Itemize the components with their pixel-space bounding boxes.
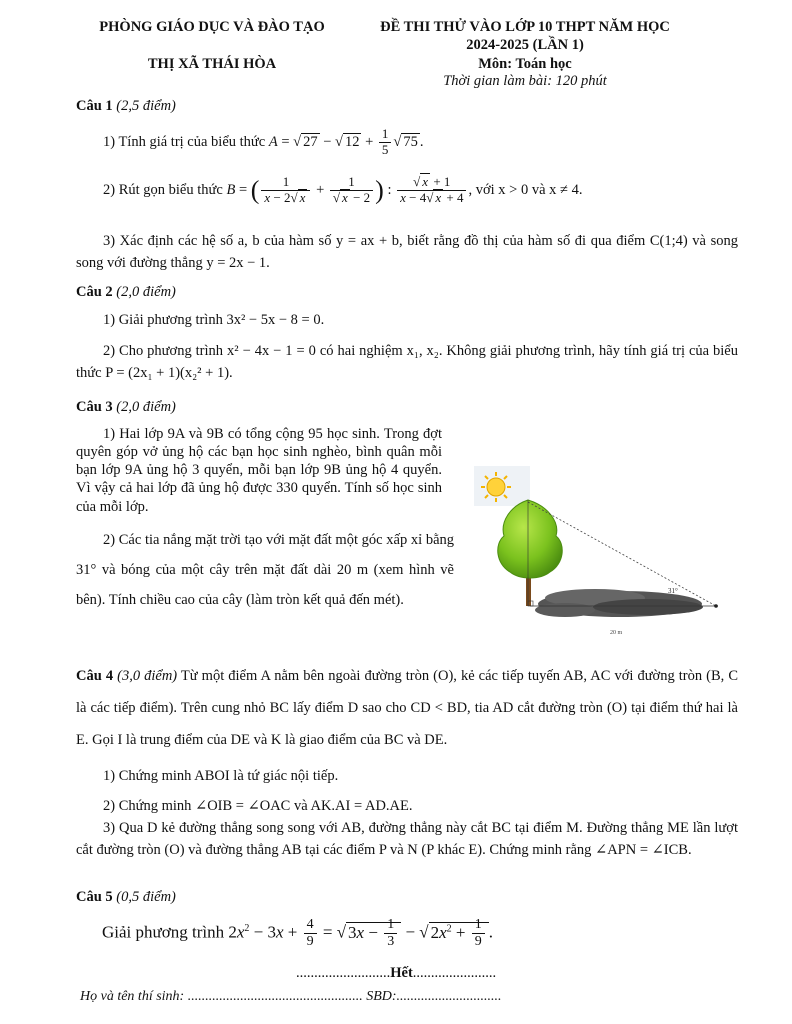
department-name: PHÒNG GIÁO DỤC VÀ ĐÀO TẠO xyxy=(99,19,325,35)
sbd-label: SBD: xyxy=(366,989,397,1004)
angle-label: 31° xyxy=(668,587,678,595)
question-1-heading: Câu 1 (2,5 điểm) xyxy=(76,98,176,114)
question-3-part-1: 1) Hai lớp 9A và 9B có tổng cộng 95 học sinh. Trong đợt quyên góp vở ủng hộ các bạn học sinh nghèo, bình quân mỗi bạn lớp 9A ủng hộ 3 quyển, mỗi bạn lớp 9B ủng hộ 4 quyển. Vì vậy cả hai lớp đã ủng hộ được 330 quyển. Tính số học sinh của mỗi lớp. xyxy=(76,426,442,515)
question-3-part-2: 2) Các tia nắng mặt trời tạo với mặt đất một góc xấp xỉ bằng 31° và bóng của một cây trên mặt đất dài 20 m (xem hình vẽ bên). Tính chiều cao của cây (làm tròn kết quả đến mét). xyxy=(76,532,454,609)
district-name: THỊ XÃ THÁI HÒA xyxy=(147,56,277,72)
question-4-intro: Câu 4 (3,0 điểm) Từ một điểm A nằm bên ngoài đường tròn (O), kẻ các tiếp tuyến AB, AC với đường tròn (B, C là các tiếp điểm). Trên cung nhỏ BC lấy điểm D sao cho CD < BD, tia AD cắt đường tròn (O) tại điểm thứ hai là E. Gọi I là trung điểm của DE và K là giao điểm của BC và DE. xyxy=(76,668,738,749)
question-5-equation: Giải phương trình $2x^2 - 3x$ + $\frac{4}{9}$ = √ 3x − $\frac{1}{3}$ − √ $2x^2$ + $\frac{1}{9}$ . xyxy=(102,917,493,950)
question-2-heading: Câu 2 (2,0 điểm) xyxy=(76,284,176,300)
exam-title: ĐỀ THI THỬ VÀO LỚP 10 THPT NĂM HỌC xyxy=(380,19,670,35)
candidate-name-label: Họ và tên thí sinh: xyxy=(80,989,185,1004)
exam-subject: Môn: Toán học xyxy=(478,56,572,72)
question-1-part-3: 3) Xác định các hệ số a, b của hàm số y = ax + b, biết rằng đồ thị của hàm số đi qua điểm C(1;4) và song song với đường thẳng y = 2x − 1. xyxy=(76,233,738,272)
tree-shadow-figure xyxy=(470,460,732,640)
question-4-part-2: 2) Chứng minh ∠OIB = ∠OAC và AK.AI = AD.AE. xyxy=(103,798,413,814)
exam-time: Thời gian làm bài: 120 phút xyxy=(443,73,607,89)
question-1-part-1: 1) Tính giá trị của biểu thức A = √ 27 − √ 12 + $\frac{1}{5}$ √ 75 . xyxy=(103,126,424,157)
question-2-part-2: 2) Cho phương trình x² − 4x − 1 = 0 có hai nghiệm x₁, x₂. Không giải phương trình, hãy tính giá trị của biểu thức P = (2x₁ + 1)(x₂² + 1). xyxy=(76,343,738,382)
question-5-heading: Câu 5 (0,5 điểm) xyxy=(76,889,176,905)
candidate-info: Họ và tên thí sinh: .................................................. SBD:.............................. xyxy=(80,989,502,1004)
question-4-part-3: 3) Qua D kẻ đường thẳng song song với AB, đường thẳng này cắt BC tại điểm M. Đường thẳng ME lần lượt cắt đường tròn (O) và đường thẳng AB tại các điểm P và N (P khác E). Chứng minh rằng ∠APN = ∠ICB. xyxy=(76,820,738,858)
question-4-part-1: 1) Chứng minh ABOI là tứ giác nội tiếp. xyxy=(103,768,339,784)
end-marker: ..........................Hết....................... xyxy=(296,965,497,981)
question-2-part-1: 1) Giải phương trình 3x² − 5x − 8 = 0. xyxy=(103,312,325,328)
exam-year: 2024-2025 (LẦN 1) xyxy=(466,37,584,53)
question-3-heading: Câu 3 (2,0 điểm) xyxy=(76,399,176,415)
length-label: 20 m xyxy=(610,630,623,636)
question-1-part-2: 2) Rút gọn biểu thức B = ( $\frac{1}{x - 2√ x}$ + $\frac{1}{√ x - 2}$ ) : $\frac{√ x + 1}{x - 4√ x + 4}$ , với x > 0 và x ≠ 4. xyxy=(103,174,583,205)
